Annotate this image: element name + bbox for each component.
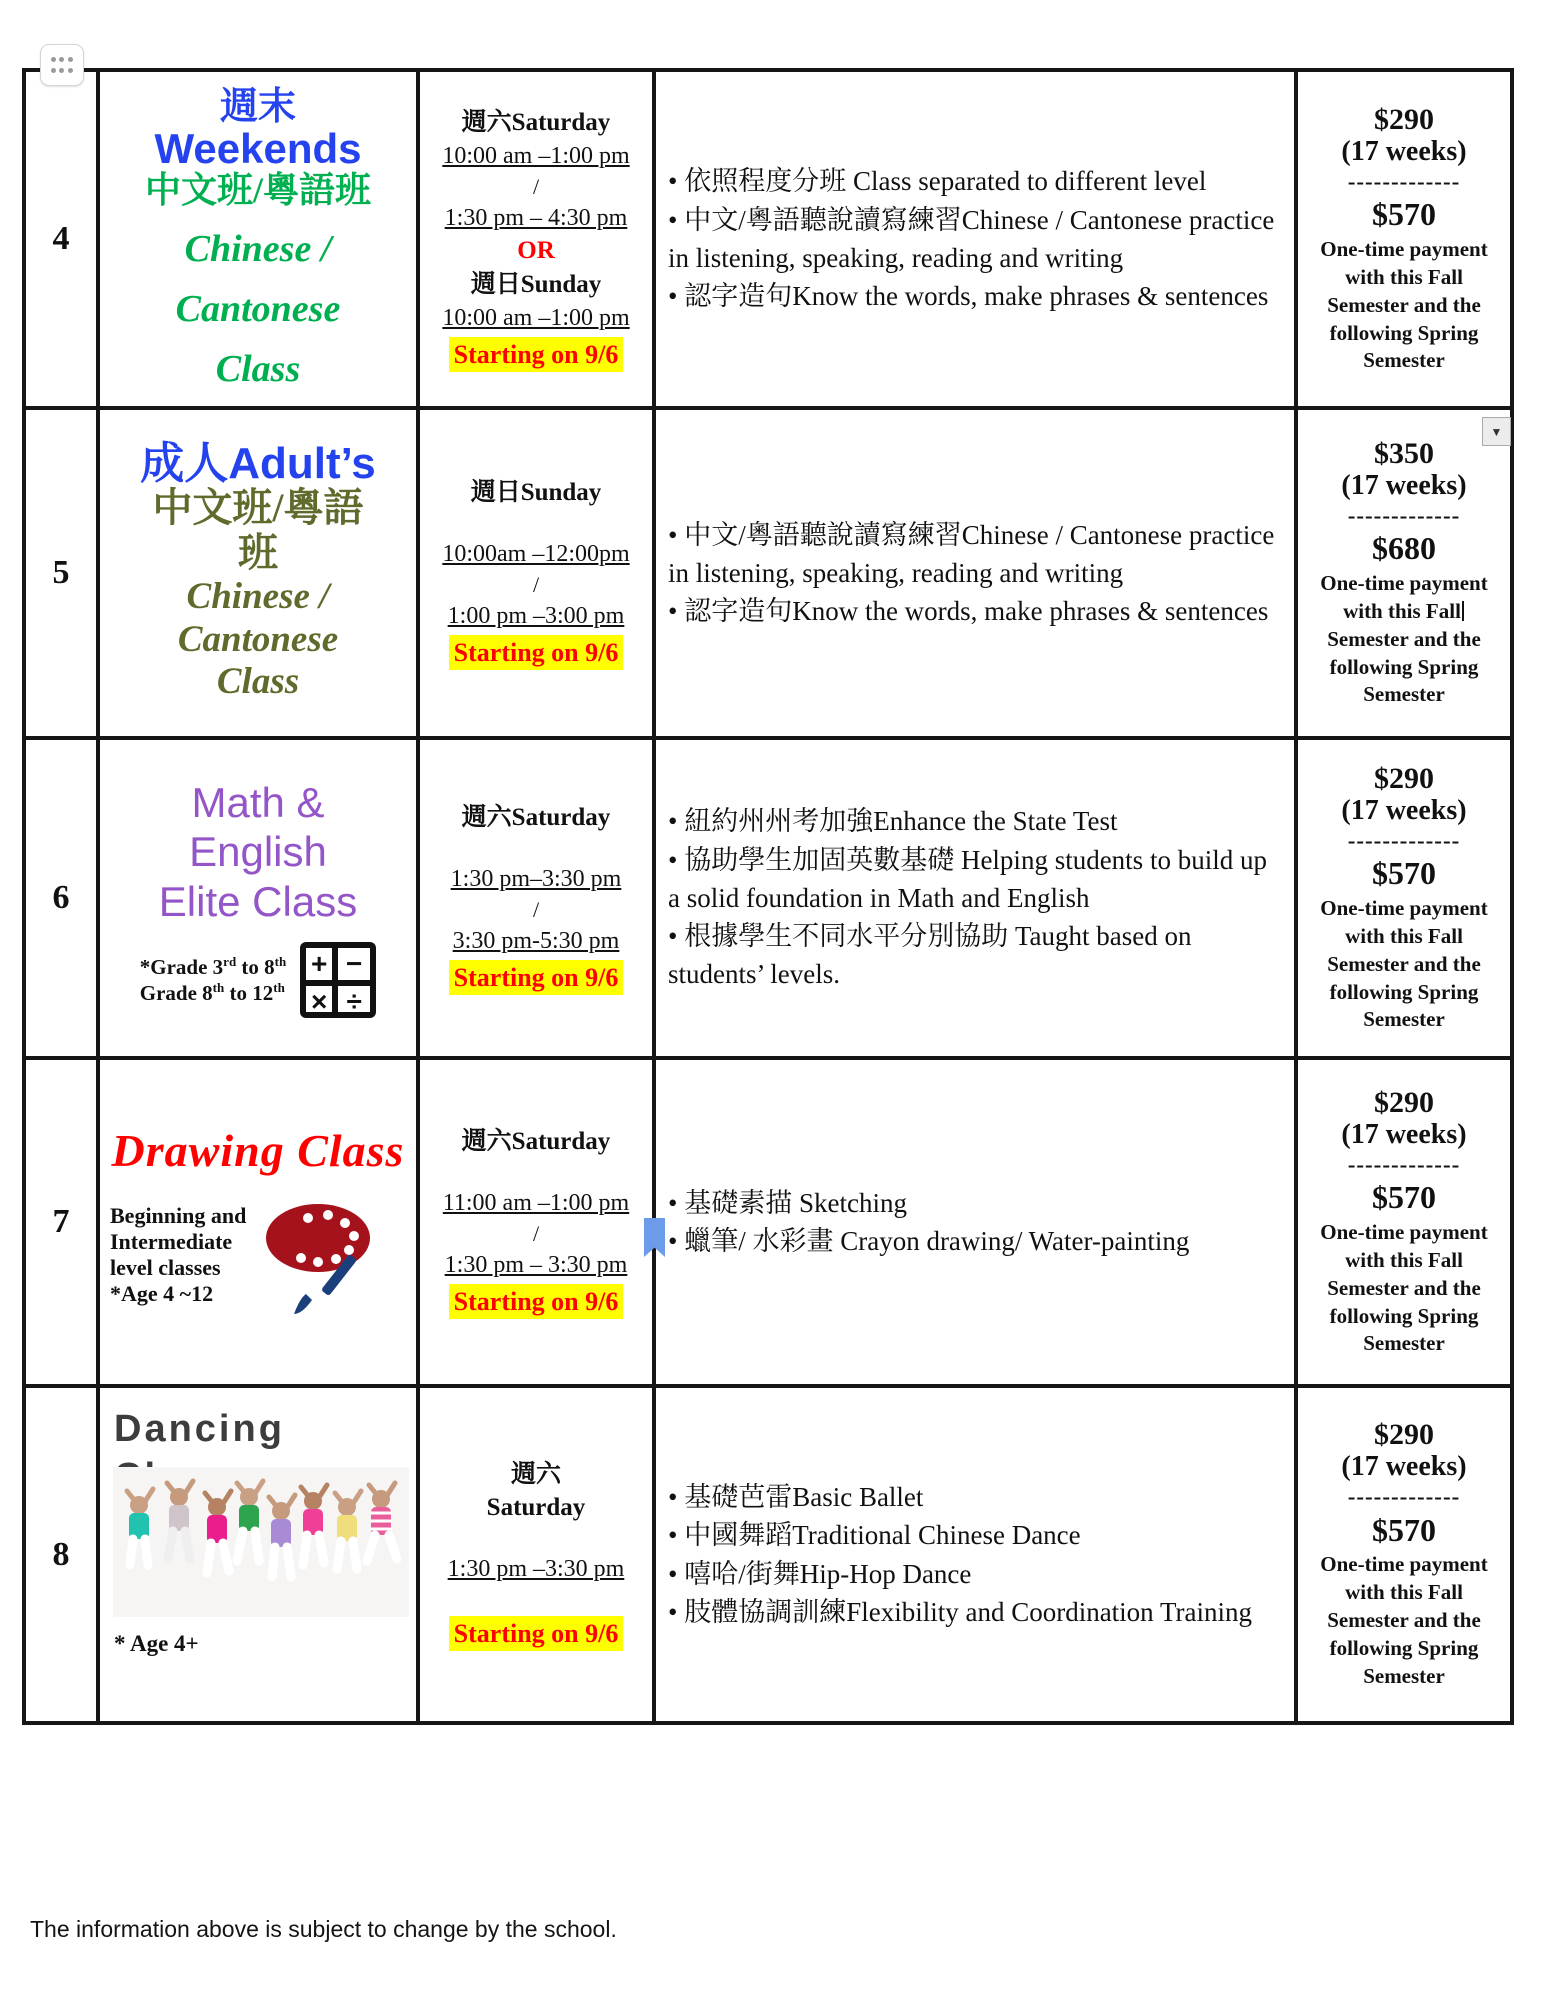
class-level-note: Beginning and Intermediate level classes *Age 4 ~12 xyxy=(110,1203,247,1306)
row-7-price: $290 (17 weeks) ------------- $570 One-time payment with this Fall Semester and the following Spring Semester xyxy=(1298,1060,1510,1388)
row-6-class-name: Math & English Elite Class *Grade 3rd to 8th Grade 8th to 12th + − × ÷ xyxy=(100,740,420,1060)
description-bullet: • 認字造句Know the words, make phrases & sentences xyxy=(668,277,1278,315)
schedule-line: / xyxy=(532,1220,540,1246)
row-7-class-name xyxy=(100,1060,420,1388)
class-title-en: 成人Adult’s xyxy=(140,439,376,489)
age-note: * Age 4+ xyxy=(114,1631,199,1656)
schedule-line: 1:30 pm –3:30 pm xyxy=(447,1556,625,1582)
description-bullet: • 中文/粵語聽說讀寫練習Chinese / Cantonese practice in listening, speaking, reading and writing xyxy=(668,516,1278,593)
price-note: One-time payment with this Fall Semester and the following Spring Semester xyxy=(1320,1552,1488,1688)
price-note: One-time payment with this Fall Semester and the following Spring Semester xyxy=(1320,570,1488,707)
price-divider: ------------- xyxy=(1347,168,1461,194)
price-one-time: $570 xyxy=(1372,1511,1436,1548)
schedule-line: Starting on 9/6 xyxy=(449,635,624,670)
chevron-down-icon: ▼ xyxy=(1490,424,1503,439)
row-8-price: $290 (17 weeks) ------------- $570 One-time payment with this Fall Semester and the following Spring Semester xyxy=(1298,1388,1510,1721)
description-bullet: • 依照程度分班 Class separated to different level xyxy=(668,162,1278,200)
class-schedule-table xyxy=(22,68,1514,1725)
schedule-line: 週日Sunday xyxy=(470,270,602,298)
grade-range: *Grade 3rd to 8th Grade 8th to 12th + − × ÷ xyxy=(140,942,376,1018)
schedule-line: / xyxy=(532,571,540,597)
schedule-line: OR xyxy=(517,237,555,265)
class-title-cn: 週末 xyxy=(219,85,296,128)
math-symbols-icon: + − × ÷ xyxy=(300,942,376,1018)
class-subtitle-cn: 中文班/粵語 xyxy=(152,485,364,531)
row-6-number: 6 xyxy=(26,740,100,1060)
schedule-line: 週六Saturday xyxy=(461,803,611,831)
row-4-description xyxy=(656,72,1298,410)
price-divider: ------------- xyxy=(1347,1484,1461,1510)
schedule-line: Starting on 9/6 xyxy=(449,960,624,995)
price-per-semester: $290 xyxy=(1374,102,1434,136)
description-bullet: • 基礎素描 Sketching xyxy=(668,1184,1278,1222)
row-5-schedule xyxy=(420,410,656,740)
table-drag-handle-icon[interactable] xyxy=(40,44,84,86)
price-divider: ------------- xyxy=(1347,502,1461,528)
price-note: One-time payment with this Fall Semester and the following Spring Semester xyxy=(1320,1219,1488,1356)
row-5-class-name: 成人Adult’s 中文班/粵語 班 Chinese / Cantonese Class xyxy=(100,410,420,740)
schedule-line: Starting on 9/6 xyxy=(449,1616,624,1651)
price-note: One-time payment with this Fall Semester and the following Spring Semester xyxy=(1320,236,1488,373)
description-bullet: • 中文/粵語聽說讀寫練習Chinese / Cantonese practice in listening, speaking, reading and writing xyxy=(668,201,1278,278)
schedule-line: 週六Saturday xyxy=(461,108,611,136)
class-title-en: Drawing Class xyxy=(111,1125,405,1176)
description-bullet: • 嘻哈/街舞Hip-Hop Dance xyxy=(668,1555,1278,1593)
schedule-line: 週六Saturday xyxy=(461,1127,611,1155)
row-4-number: 4 xyxy=(26,72,100,410)
row-8-number: 8 xyxy=(26,1388,100,1721)
schedule-line: / xyxy=(532,896,540,922)
price-per-semester: $290 xyxy=(1374,1418,1434,1452)
schedule-line: 1:30 pm–3:30 pm xyxy=(450,865,622,892)
schedule-line: 3:30 pm-5:30 pm xyxy=(452,927,620,954)
price-per-semester: $290 xyxy=(1374,761,1434,795)
class-title-en: Math & xyxy=(191,778,325,826)
price-one-time: $570 xyxy=(1372,1179,1436,1216)
class-title-en: Dancing xyxy=(114,1408,285,1450)
schedule-line: 11:00 am –1:00 pm xyxy=(442,1189,630,1216)
disclaimer-text: The information above is subject to change by the school. xyxy=(30,1916,617,1942)
schedule-line: 週六 xyxy=(510,1460,561,1488)
schedule-line: 1:30 pm – 4:30 pm xyxy=(444,204,628,231)
schedule-line: Starting on 9/6 xyxy=(449,337,624,372)
description-bullet: • 根據學生不同水平分別協助 Taught based on students’ levels. xyxy=(668,917,1278,994)
paint-palette-icon xyxy=(246,1190,396,1320)
row-5-description xyxy=(656,410,1298,740)
price-per-semester: $350 xyxy=(1374,436,1434,470)
class-subtitle-en: Chinese / xyxy=(186,575,330,617)
row-6-description xyxy=(656,740,1298,1060)
description-bullet: • 肢體協調訓練Flexibility and Coordination Training xyxy=(668,1593,1278,1631)
schedule-line: Saturday xyxy=(486,1494,586,1522)
description-bullet: • 蠟筆/ 水彩畫 Crayon drawing/ Water-painting xyxy=(668,1222,1278,1260)
schedule-line: 10:00 am –1:00 pm xyxy=(442,142,630,169)
dancing-kids-photo xyxy=(113,1467,409,1617)
row-8-class-name xyxy=(100,1388,420,1721)
price-one-time: $570 xyxy=(1372,196,1436,233)
row-4-price: $290 (17 weeks) ------------- $570 One-time payment with this Fall Semester and the following Spring Semester xyxy=(1298,72,1510,410)
price-one-time: $570 xyxy=(1372,855,1436,892)
description-bullet: • 中國舞蹈Traditional Chinese Dance xyxy=(668,1516,1278,1554)
price-one-time: $680 xyxy=(1372,530,1436,567)
description-bullet: • 基礎芭雷Basic Ballet xyxy=(668,1478,1278,1516)
schedule-line: 1:00 pm –3:00 pm xyxy=(447,602,625,629)
row-7-number: 7 xyxy=(26,1060,100,1388)
row-4-class-name: 週末 Weekends 中文班/粵語班 Chinese / Cantonese Class xyxy=(100,72,420,410)
cell-dropdown-button[interactable] xyxy=(1482,417,1511,446)
row-6-price: $290 (17 weeks) ------------- $570 One-time payment with this Fall Semester and the following Spring Semester xyxy=(1298,740,1510,1060)
row-8-description xyxy=(656,1388,1298,1721)
row-7-schedule xyxy=(420,1060,656,1388)
price-per-semester: $290 xyxy=(1374,1085,1434,1119)
schedule-line: Starting on 9/6 xyxy=(449,1284,624,1319)
description-bullet: • 紐約州州考加強Enhance the State Test xyxy=(668,802,1278,840)
class-subtitle-en: Chinese / xyxy=(184,227,332,270)
row-6-schedule xyxy=(420,740,656,1060)
schedule-line: 週日Sunday xyxy=(470,478,602,506)
schedule-line: 1:30 pm – 3:30 pm xyxy=(444,1251,628,1278)
row-5-price: $350 (17 weeks) ------------- $680 One-time payment with this Fall Semester and the following Spring Semester xyxy=(1298,410,1510,740)
price-note: One-time payment with this Fall Semester and the following Spring Semester xyxy=(1320,895,1488,1032)
description-bullet: • 協助學生加固英數基礎 Helping students to build up a solid foundation in Math and English xyxy=(668,841,1278,918)
price-divider: ------------- xyxy=(1347,827,1461,853)
description-bullet: • 認字造句Know the words, make phrases & sentences xyxy=(668,592,1278,630)
row-7-description xyxy=(656,1060,1298,1388)
price-divider: ------------- xyxy=(1347,1151,1461,1177)
schedule-line: 10:00 am –1:00 pm xyxy=(442,304,630,331)
row-5-number: 5 xyxy=(26,410,100,740)
schedule-line: / xyxy=(532,174,540,200)
class-title-en: Weekends xyxy=(154,124,362,172)
schedule-line: 10:00am –12:00pm xyxy=(442,540,630,567)
row-4-schedule xyxy=(420,72,656,410)
class-subtitle-cn: 中文班/粵語班 xyxy=(144,169,371,210)
row-8-schedule xyxy=(420,1388,656,1721)
text-cursor xyxy=(1462,601,1464,621)
